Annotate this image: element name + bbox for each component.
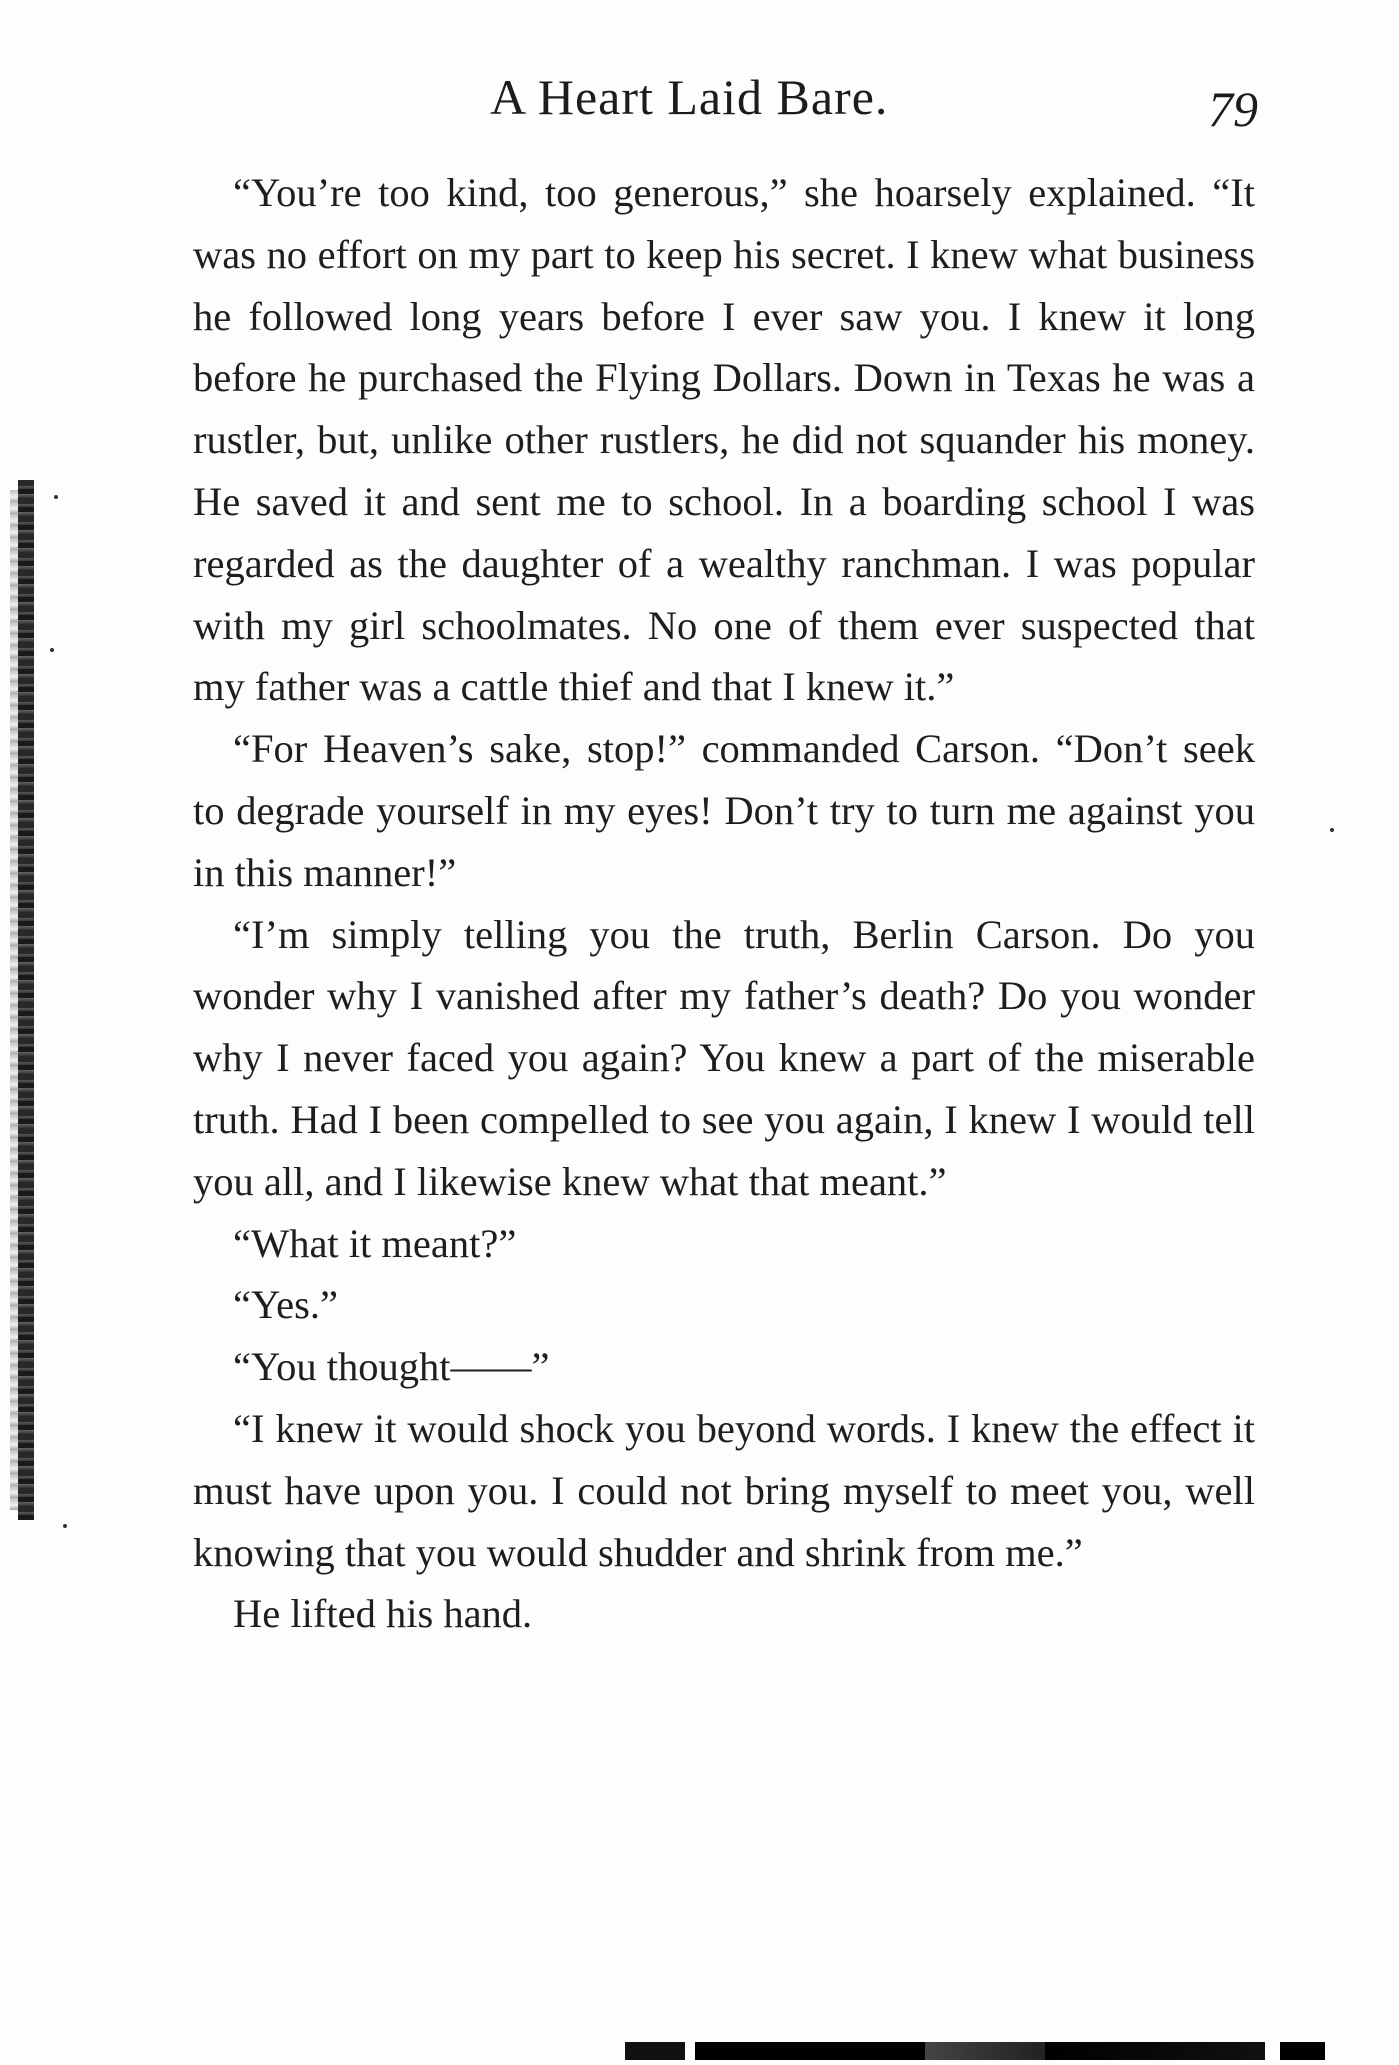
scan-speck bbox=[1330, 828, 1334, 832]
paragraph: He lifted his hand. bbox=[233, 1591, 533, 1637]
body-text bbox=[193, 162, 1255, 1645]
paragraph: “What it meant?” bbox=[233, 1220, 517, 1266]
scan-artifact-bar bbox=[625, 2042, 1325, 2060]
paragraph: “Yes.” bbox=[233, 1282, 339, 1328]
scan-speck bbox=[54, 495, 58, 499]
running-title: A Heart Laid Bare. bbox=[490, 69, 889, 125]
paragraph: “You thought——” bbox=[233, 1344, 550, 1390]
scan-speck bbox=[50, 648, 54, 652]
scan-speck bbox=[63, 1524, 67, 1528]
binding-edge bbox=[18, 480, 34, 1520]
paragraph: “You’re too kind, too generous,” she hoarsely explained. “It was no effort on my part to keep his secret. I knew what business he followed long years before I ever saw you. I knew it long before he purchased the Flying Dollars. Down in Texas he was a rustler, but, unlike other rustlers, he did not squander his money. He saved it and sent me to school. In a boarding school I was regarded as the daughter of a wealthy ranchman. I was popular with my girl schoolmates. No one of them ever suspected that my father was a cattle thief and that I knew it.” bbox=[193, 170, 1255, 710]
page-number: 79 bbox=[1208, 81, 1258, 137]
binding-shadow bbox=[10, 490, 18, 1510]
paragraph: “For Heaven’s sake, stop!” commanded Carson. “Don’t seek to degrade yourself in my eyes! Don’t try to turn me against you in this manner!” bbox=[193, 726, 1255, 895]
paragraph: “I’m simply telling you the truth, Berlin Carson. Do you wonder why I vanished after my father’s death? Do you wonder why I never faced you again? You knew a part of the miserable truth. Had I been compelled to see you again, I knew I would tell you all, and I likewise knew what that meant.” bbox=[193, 911, 1255, 1204]
paragraph: “I knew it would shock you beyond words. I knew the effect it must have upon you. I could not bring myself to meet you, well knowing that you would shudder and shrink from me.” bbox=[193, 1405, 1255, 1575]
